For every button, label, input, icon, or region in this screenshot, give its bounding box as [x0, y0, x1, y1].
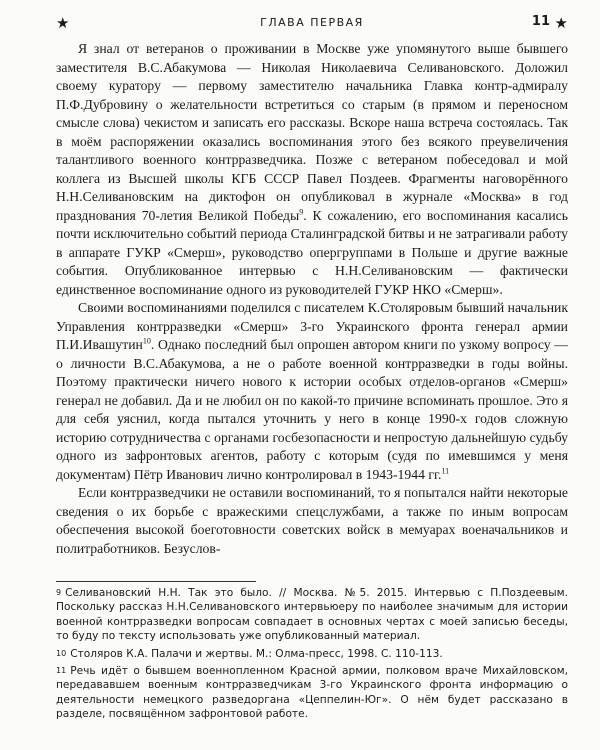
page-number: 11	[531, 14, 550, 29]
footnote-number: 9	[56, 588, 62, 597]
star-icon: ★	[554, 14, 568, 32]
footnote-ref[interactable]: 11	[441, 465, 450, 475]
footnote-ref[interactable]: 9	[299, 206, 304, 216]
paragraph: Своими воспоминаниями поделился с писателем К.Столяровым бывший начальник Управления контрразведки «Смерш» 3-го Украинского фронта генерал армии П.И.Ивашутин$^{10}$. Однако последний был опрошен автором книги по узкому вопросу — о личности В.С.Абакумова, а не о работе военной контрразведки в годы войны. Поэтому практически ничего нового к истории особых отделов-органов «Смерш» генерал не добавил. Да и не любил он по какой-то причине вспоминать прошлое. Это я для себя уяснил, когда пытался уточнить у него в конце 1990-х годов сложную историю сотрудничества с органами госбезопасности и непростую дальнейшую судьбу одного из зафронтовых агентов, работу с которым (судя по имевшимся у меня документам) Пётр Иванович лично контролировал в 1943-1944 гг.$^{11}$	[56, 300, 568, 482]
footnote	[56, 586, 568, 644]
footnote-ref[interactable]: 10	[142, 336, 151, 346]
footnote-text: Речь идёт о бывшем военнопленном Красной армии, полковом враче Михайловском, передававшем военным контрразведчикам 3-го Украинского фронта информацию о деятельности немецкого разведоргана «Цеппелин-Юг». О нём будет рассказано в разделе, посвящённом зафронтовой работе.	[56, 665, 568, 721]
paragraph: Я знал от ветеранов о проживании в Москве уже упомянутого выше бывшего заместителя В.С.Абакумова — Николая Николаевича Селивановского. Доложил своему куратору — первому заместителю начальника Главка контр-адмиралу П.Ф.Дубровину о желательности встретиться со старым (в прямом и переносном смысле слова) чекистом и записать его рассказы. Вскоре наша встреча состоялась. Так в моём распоряжении оказались воспоминания этого без всякого преувеличения талантливого военного контрразведчика. Позже с ветераном побеседовал и мой коллега из Высшей школы КГБ СССР Павел Поздеев. Фрагменты наговорённого Н.Н.Селивановским на диктофон он опубликовал в журнале «Москва» в год празднования 70-летия Великой Победы$^9$. К сожалению, его воспоминания касались почти исключительно событий периода Сталинградской битвы и не затрагивали работу в аппарате ГУКР «Смерш», руководство опергруппами в Польше и другие важные события. Опубликованное интервью с Н.Н.Селивановским — фактически единственное воспоминание одного из руководителей ГУКР НКО «Смерш».	[56, 41, 568, 297]
footnote-number: 10	[56, 648, 67, 658]
paragraph: Если контрразведчики не оставили воспоминаний, то я попытался найти некоторые сведения о их борьбе с вражескими спецслужбами, а также по иным вопросам обеспечения высокой боеготовности советских войск в мемуарах военачальников и политработников. Безуслов-	[56, 485, 568, 556]
footnote	[56, 647, 568, 661]
running-header	[56, 12, 568, 32]
footnote-text: Селивановский Н.Н. Так это было. // Москва. №5. 2015. Интервью с П.Поздеевым. Поскольку рассказ Н.Н.Селивановского интервьюеру по наиболее значимым для истории военной контрразведки вопросам совпадает в основных чертах с моей записью беседы, то буду по тексту использовать уже опубликованный материал.	[56, 587, 568, 643]
chapter-title: ГЛАВА ПЕРВАЯ	[260, 16, 364, 29]
footnote-divider	[56, 581, 256, 582]
footnote-number: 11	[56, 666, 67, 676]
main-text	[56, 40, 568, 558]
footnote-text: Столяров К.А. Палачи и жертвы. М.: Олма-пресс, 1998. С. 110-113.	[70, 647, 443, 660]
footnotes	[56, 586, 568, 725]
star-icon: ★	[56, 14, 70, 32]
footnote	[56, 664, 568, 722]
